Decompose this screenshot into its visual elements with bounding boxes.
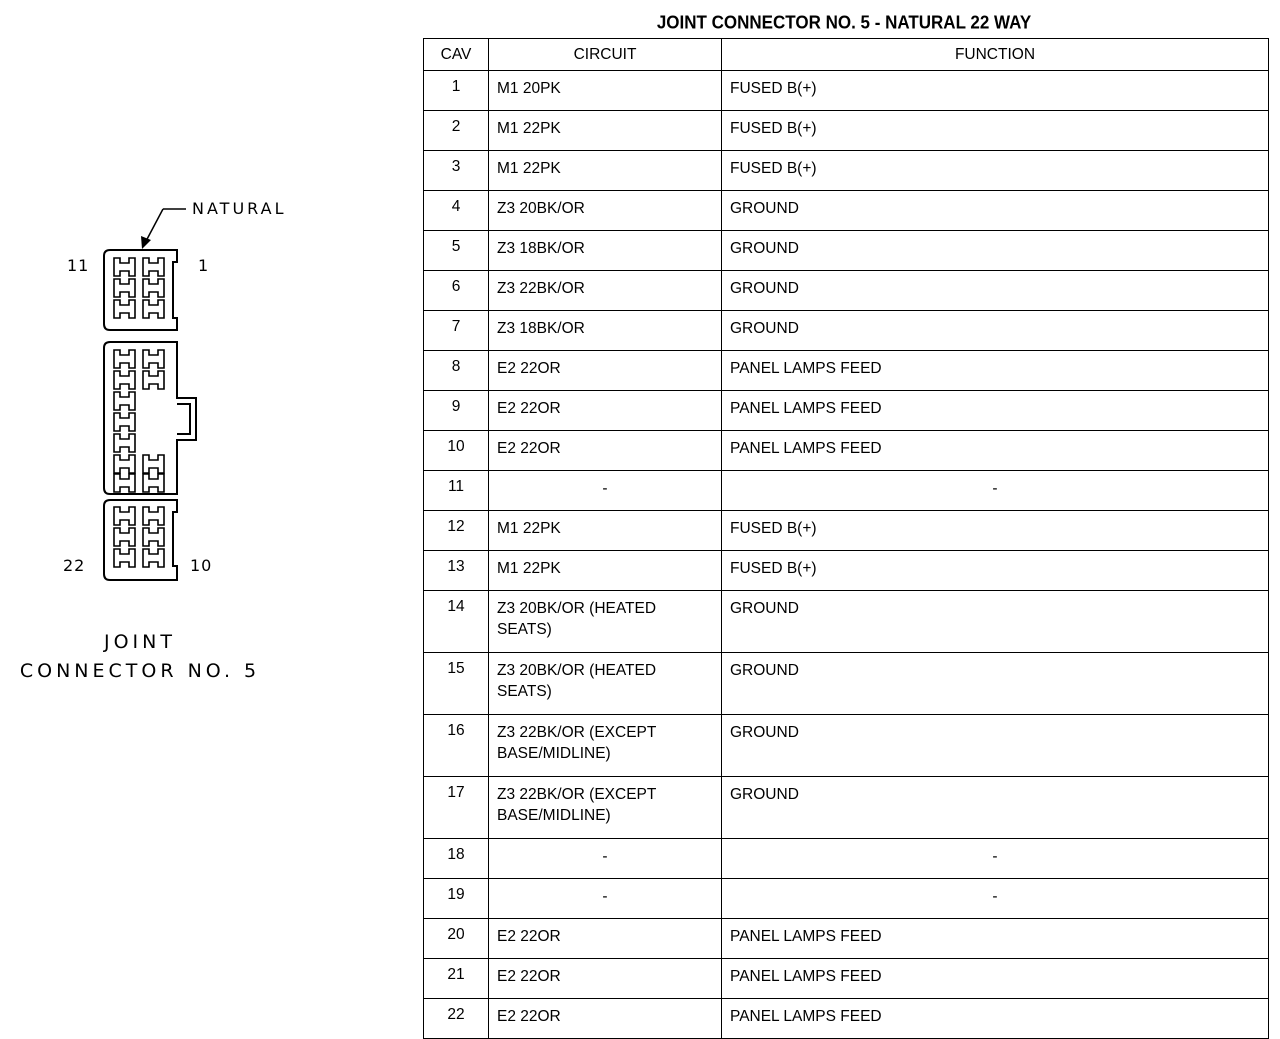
table-row [424,431,1269,471]
terminal-cavity [143,507,164,525]
function-cell: GROUND [722,591,1269,653]
terminal-cavity [114,371,135,389]
function-cell: FUSED B(+) [722,511,1269,551]
table-row [424,351,1269,391]
terminal-cavity [114,279,135,297]
caption-line-1: JOINT [104,631,176,653]
pin-label-22: 22 [63,556,86,575]
table-row [424,71,1269,111]
header-function: FUNCTION [722,39,1269,71]
cav-cell: 2 [424,111,489,151]
circuit-line-2: BASE/MIDLINE) [497,807,611,824]
cav-cell: 5 [424,231,489,271]
cav-cell: 4 [424,191,489,231]
function-cell: PANEL LAMPS FEED [722,391,1269,431]
cav-cell: 21 [424,959,489,999]
circuit-cell: M1 22PK [489,111,722,151]
connector-latch [177,404,190,434]
function-cell: GROUND [722,191,1269,231]
terminal-cavity [143,371,164,389]
function-cell: PANEL LAMPS FEED [722,919,1269,959]
circuit-cell: Z3 20BK/OR [489,191,722,231]
cav-cell: 22 [424,999,489,1039]
circuit-cell [489,591,722,653]
terminal-cavity [114,300,135,318]
circuit-cell [489,777,722,839]
natural-label: NATURAL [192,199,287,218]
cav-cell: 20 [424,919,489,959]
function-cell: GROUND [722,231,1269,271]
connector-drawing [0,0,320,700]
function-cell: GROUND [722,653,1269,715]
table-row [424,839,1269,879]
table-row [424,653,1269,715]
terminal-cavity [114,507,135,525]
terminal-cavity [114,455,135,473]
cav-cell: 16 [424,715,489,777]
table-row [424,471,1269,511]
circuit-cell: E2 22OR [489,431,722,471]
table-row [424,591,1269,653]
circuit-cell: E2 22OR [489,999,722,1039]
terminal-cavity [114,392,135,410]
terminal-cavity [143,279,164,297]
function-cell: GROUND [722,271,1269,311]
circuit-cell: Z3 18BK/OR [489,311,722,351]
function-cell: FUSED B(+) [722,551,1269,591]
circuit-cell: M1 20PK [489,71,722,111]
function-cell: FUSED B(+) [722,151,1269,191]
pinout-table [423,38,1269,1039]
cav-cell: 9 [424,391,489,431]
circuit-cell: - [489,879,722,919]
table-row [424,999,1269,1039]
table-title: JOINT CONNECTOR NO. 5 - NATURAL 22 WAY [656,12,1032,33]
table-row [424,551,1269,591]
terminal-cavity [114,549,135,567]
table-row [424,777,1269,839]
table-row [424,311,1269,351]
connector-bottom-block [104,500,177,580]
circuit-cell: E2 22OR [489,959,722,999]
cav-cell: 6 [424,271,489,311]
terminal-cavity [143,300,164,318]
circuit-line-1: Z3 22BK/OR (EXCEPT [497,786,657,803]
circuit-line-1: Z3 22BK/OR (EXCEPT [497,724,657,741]
terminal-cavity [114,350,135,368]
table-row [424,191,1269,231]
table-row [424,879,1269,919]
cav-cell: 7 [424,311,489,351]
circuit-cell: Z3 22BK/OR [489,271,722,311]
table-row [424,151,1269,191]
cav-cell: 8 [424,351,489,391]
circuit-cell: Z3 18BK/OR [489,231,722,271]
table-row [424,271,1269,311]
cav-cell: 1 [424,71,489,111]
cav-cell: 17 [424,777,489,839]
function-cell: - [722,879,1269,919]
terminal-cavity [143,455,164,473]
circuit-cell: M1 22PK [489,151,722,191]
function-cell: - [722,839,1269,879]
cav-cell: 15 [424,653,489,715]
function-cell: PANEL LAMPS FEED [722,351,1269,391]
circuit-cell: M1 22PK [489,551,722,591]
circuit-line-2: BASE/MIDLINE) [497,745,611,762]
terminal-cavity [114,474,135,492]
circuit-cell [489,715,722,777]
function-cell: - [722,471,1269,511]
header-circuit: CIRCUIT [489,39,722,71]
function-cell: GROUND [722,715,1269,777]
cav-cell: 18 [424,839,489,879]
terminal-cavity [114,528,135,546]
connector-middle-block [104,342,196,494]
circuit-cell: E2 22OR [489,919,722,959]
table-row [424,715,1269,777]
header-row [424,39,1269,71]
circuit-cell [489,653,722,715]
cav-cell: 11 [424,471,489,511]
table-row [424,231,1269,271]
circuit-cell: - [489,839,722,879]
function-cell: GROUND [722,311,1269,351]
cav-cell: 10 [424,431,489,471]
terminal-cavity [143,350,164,368]
cav-cell: 14 [424,591,489,653]
circuit-cell: E2 22OR [489,351,722,391]
pin-label-1: 1 [198,256,212,275]
terminal-cavity [143,258,164,276]
table-row [424,959,1269,999]
table-row [424,511,1269,551]
circuit-cell: M1 22PK [489,511,722,551]
function-cell: PANEL LAMPS FEED [722,999,1269,1039]
cav-cell: 13 [424,551,489,591]
table-row [424,111,1269,151]
terminal-cavity [114,413,135,431]
terminal-cavity [114,258,135,276]
table-row [424,919,1269,959]
function-cell: FUSED B(+) [722,111,1269,151]
function-cell: GROUND [722,777,1269,839]
terminal-cavity [114,434,135,452]
terminal-cavity [143,474,164,492]
circuit-line-1: Z3 20BK/OR (HEATED [497,662,657,679]
cav-cell: 19 [424,879,489,919]
terminal-cavity [143,528,164,546]
function-cell: PANEL LAMPS FEED [722,431,1269,471]
caption-line-2: CONNECTOR NO. 5 [19,660,261,682]
circuit-cell: E2 22OR [489,391,722,431]
table-row [424,391,1269,431]
function-cell: PANEL LAMPS FEED [722,959,1269,999]
circuit-line-1: Z3 20BK/OR (HEATED [497,600,657,617]
function-cell: FUSED B(+) [722,71,1269,111]
cav-cell: 3 [424,151,489,191]
circuit-cell: - [489,471,722,511]
cav-cell: 12 [424,511,489,551]
connector-caption [0,628,280,686]
pin-label-10: 10 [190,556,213,575]
circuit-line-2: SEATS) [497,683,552,700]
header-cav: CAV [424,39,489,71]
circuit-line-2: SEATS) [497,621,552,638]
connector-diagram [0,0,320,892]
pin-label-11: 11 [67,256,90,275]
terminal-cavity [143,549,164,567]
